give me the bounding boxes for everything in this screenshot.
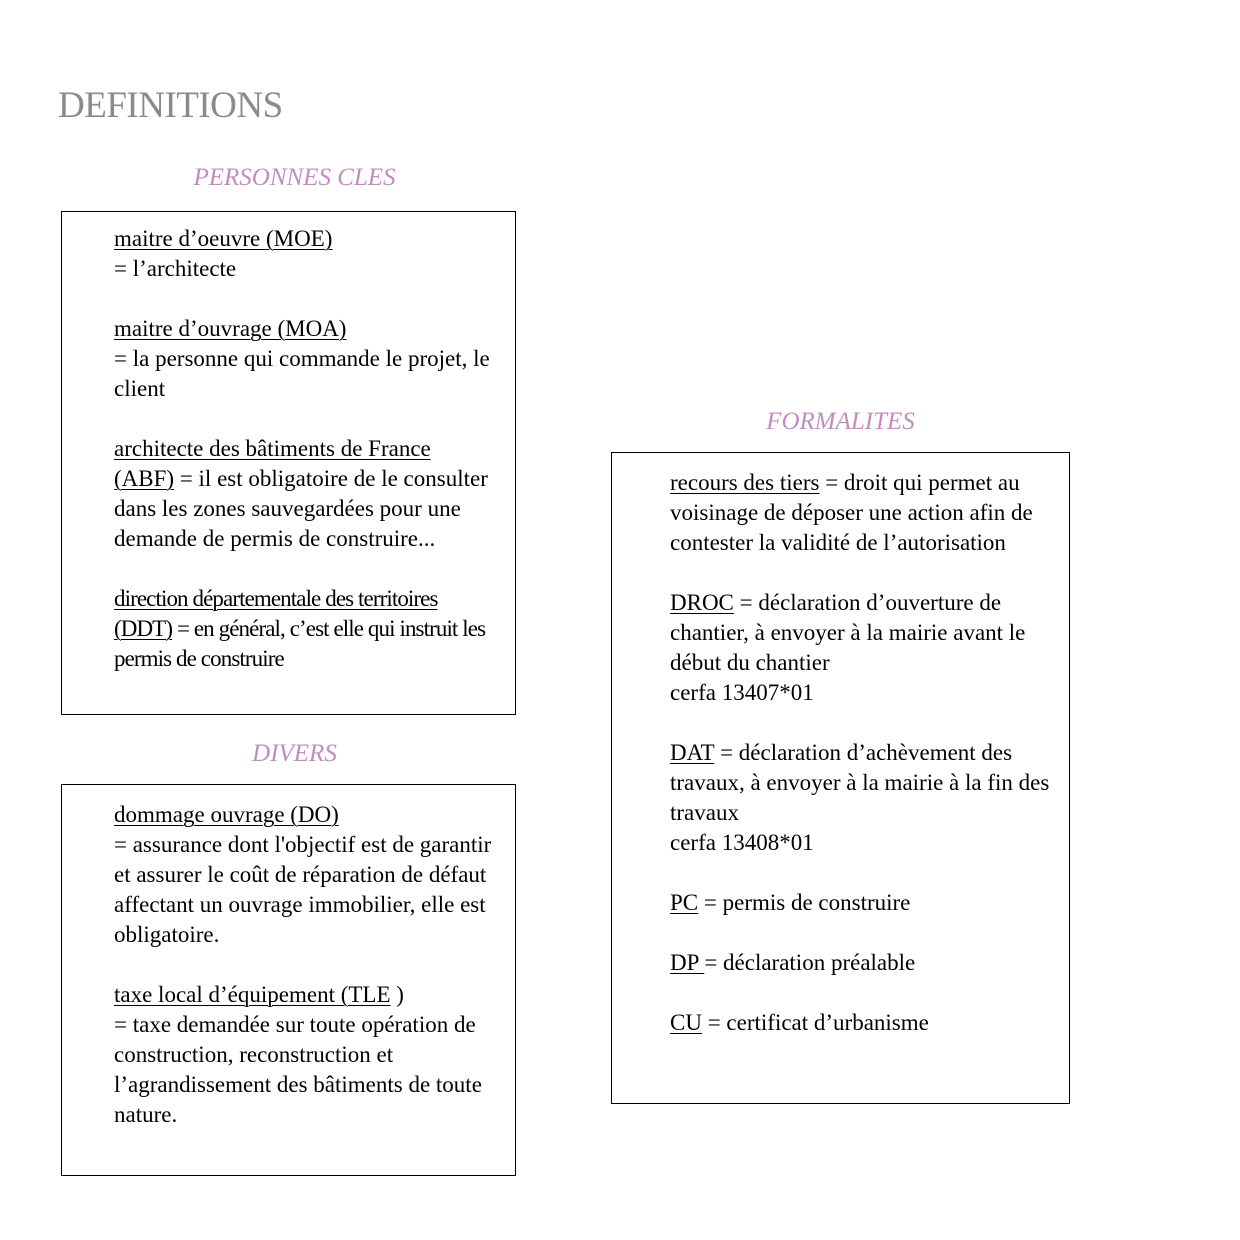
definition-term: maitre d’oeuvre (MOE)	[114, 226, 333, 251]
page-title: DEFINITIONS	[58, 85, 283, 126]
definition-text: = déclaration préalable	[704, 950, 916, 975]
definition-text: = certificat d’urbanisme	[701, 1010, 929, 1035]
section-title-divers: DIVERS	[252, 740, 337, 767]
cerfa-number: cerfa 13407*01	[670, 680, 814, 705]
definition-entry-abf	[114, 434, 494, 554]
definition-text: = taxe demandée sur toute opération de construction, reconstruction et l’agrandissement des bâtiments de toute nature.	[114, 1012, 482, 1127]
definition-entry-dp	[670, 948, 1050, 978]
definition-text: = droit qui permet au voisinage de déposer une action afin de contester la validité de l’autorisation	[670, 470, 1033, 555]
definition-entry-recours	[670, 468, 1050, 558]
definition-term: DP	[670, 950, 705, 975]
definition-entry-tle	[114, 980, 494, 1130]
definition-term-suffix: )	[390, 982, 404, 1007]
definition-text: = il est obligatoire de le consulter dans les zones sauvegardées pour une demande de permis de construire...	[114, 466, 488, 551]
section-title-personnes-cles: PERSONNES CLES	[193, 164, 396, 191]
section-title-formalites: FORMALITES	[766, 408, 915, 435]
definition-term: direction départementale des territoires (DDT)	[114, 586, 438, 641]
definition-term: taxe local d’équipement (TLE	[114, 982, 391, 1007]
definition-text: = déclaration d’achèvement des travaux, à envoyer à la mairie à la fin des travaux	[670, 740, 1050, 825]
definition-entry-pc	[670, 888, 1050, 918]
divers-list	[114, 800, 494, 1130]
formalites-list	[670, 468, 1050, 1038]
definition-term: DROC	[670, 590, 734, 615]
cerfa-number: cerfa 13408*01	[670, 830, 814, 855]
definition-term: recours des tiers	[670, 470, 820, 495]
definition-term: DAT	[670, 740, 715, 765]
definition-text: = la personne qui commande le projet, le client	[114, 346, 490, 401]
definition-entry-do	[114, 800, 494, 950]
definition-text: = permis de construire	[698, 890, 911, 915]
definition-text: = assurance dont l'objectif est de garantir et assurer le coût de réparation de défaut affectant un ouvrage immobilier, elle est obligatoire.	[114, 832, 492, 947]
definition-entry-cu	[670, 1008, 1050, 1038]
definition-text: = déclaration d’ouverture de chantier, à envoyer à la mairie avant le début du chantier	[670, 590, 1026, 675]
definition-term: CU	[670, 1010, 702, 1035]
definition-term: dommage ouvrage (DO)	[114, 802, 339, 827]
definition-term: maitre d’ouvrage (MOA)	[114, 316, 347, 341]
personnes-cles-list	[114, 224, 494, 674]
definition-text: = en général, c’est elle qui instruit les permis de construire	[114, 616, 486, 671]
definition-entry-dat	[670, 738, 1050, 858]
definition-text: = l’architecte	[114, 256, 237, 281]
definition-term: architecte des bâtiments de France (ABF)	[114, 436, 431, 491]
definition-entry-moe	[114, 224, 494, 284]
definition-entry-ddt	[114, 584, 494, 674]
definition-entry-moa	[114, 314, 494, 404]
definition-term: PC	[670, 890, 699, 915]
definition-entry-droc	[670, 588, 1050, 708]
